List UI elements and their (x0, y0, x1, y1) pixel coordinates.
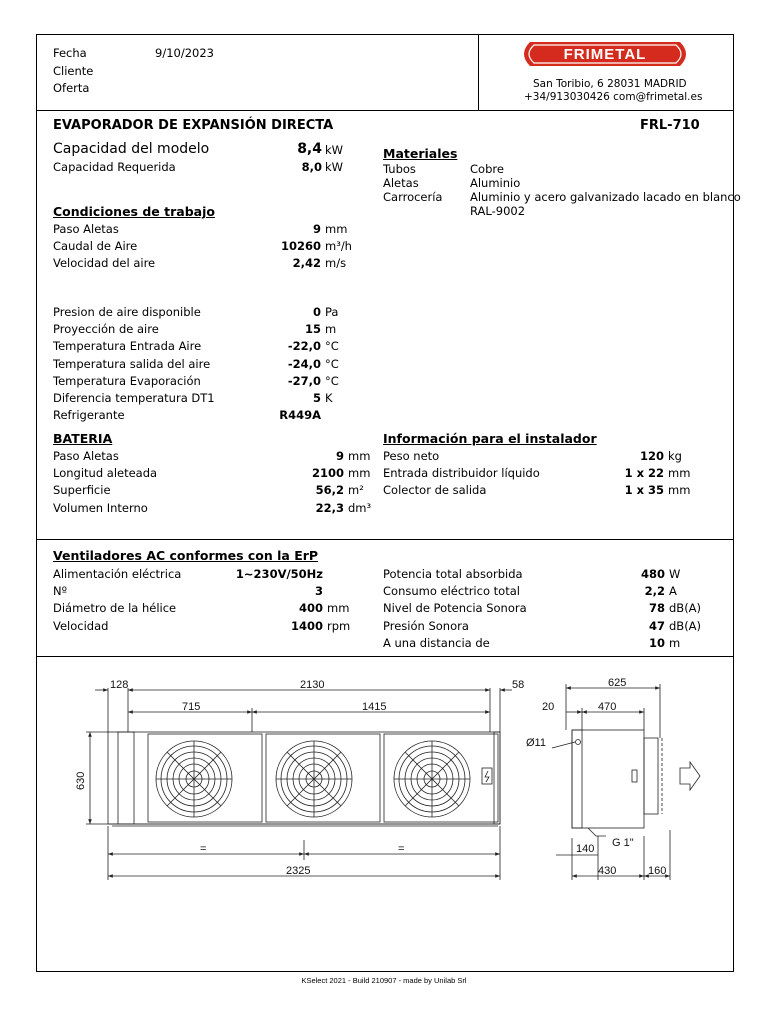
dim-label: G 1" (612, 837, 634, 849)
spec-unit: m (669, 635, 681, 650)
spec-value: 1 x 35 (624, 483, 664, 498)
spec-value: 1~230V/50Hz (235, 567, 323, 581)
technical-drawing (60, 672, 710, 892)
unit-side-body (572, 730, 644, 828)
dim-label: 625 (608, 677, 627, 689)
ventiladores-heading: Ventiladores AC conformes con la ErP (53, 548, 319, 563)
spec-value: 56,2 (315, 483, 344, 498)
spec-label: Nº (53, 584, 68, 599)
spec-unit: °C (325, 373, 339, 388)
spec-value: 1400 (290, 618, 323, 633)
model-code: FRL-710 (640, 118, 700, 133)
capacity-req-label: Capacidad Requerida (53, 160, 176, 174)
dim-label: 1415 (362, 701, 387, 713)
capacity-model-value: 8,4 (297, 141, 322, 157)
contact: +34/913030426 com@frimetal.es (524, 91, 703, 103)
dim-label: 715 (182, 701, 201, 713)
spec-label: Temperatura salida del aire (53, 356, 211, 371)
spec-label: Peso neto (383, 449, 440, 463)
spec-value: 5 (312, 391, 321, 405)
brand-text: FRIMETAL (563, 46, 647, 63)
spec-unit: mm (348, 466, 371, 481)
product-title: EVAPORADOR DE EXPANSIÓN DIRECTA (53, 118, 334, 133)
mat-label: Carrocería (383, 190, 443, 204)
spec-value: -22,0 (287, 339, 321, 354)
fan-icon (276, 741, 352, 817)
spec-unit: dm³ (348, 500, 372, 515)
airflow-arrow-icon (680, 762, 700, 790)
spec-unit: K (325, 391, 333, 405)
spec-unit: m³/h (325, 239, 352, 254)
spec-value: 15 (304, 322, 321, 337)
spec-unit: m² (348, 483, 364, 498)
spec-value: 1 x 22 (624, 466, 664, 481)
capacity-model-label: Capacidad del modelo (53, 141, 210, 157)
dim-label: 2325 (286, 865, 311, 877)
spec-value: 3 (314, 584, 323, 599)
spec-value: 480 (640, 567, 665, 581)
spec-value: -24,0 (287, 356, 321, 371)
frimetal-logo (516, 40, 694, 68)
spec-value: 10 (648, 635, 665, 650)
spec-value: 9 (335, 449, 344, 463)
spec-label: Longitud aleteada (53, 466, 158, 481)
mat-value: Aluminio (470, 176, 521, 190)
dim-label: = (398, 843, 405, 855)
cliente-label: Cliente (53, 64, 94, 78)
fecha-value: 9/10/2023 (155, 46, 214, 60)
spec-value: 2100 (311, 466, 344, 481)
capacity-req-value: 8,0 (301, 160, 322, 174)
address: San Toribio, 6 28031 MADRID (533, 78, 687, 90)
mat-value: Aluminio y acero galvanizado lacado en blanco (470, 190, 741, 204)
spec-unit: mm (668, 466, 691, 481)
spec-value: 400 (298, 601, 323, 616)
spec-unit: mm (348, 449, 371, 463)
spec-unit: mm (668, 483, 691, 498)
capacity-model-unit: kW (325, 143, 344, 157)
spec-label: Paso Aletas (53, 222, 119, 236)
spec-unit: dB(A) (669, 601, 702, 616)
divider-header (36, 110, 734, 111)
spec-value: 2,42 (292, 256, 321, 271)
spec-value: 47 (648, 618, 665, 633)
oferta-label: Oferta (53, 81, 90, 95)
dim-label: = (200, 843, 207, 855)
divider-header-vertical (478, 34, 479, 110)
spec-label: Colector de salida (383, 483, 487, 498)
fan-icon (156, 741, 232, 817)
spec-value: 120 (639, 449, 664, 463)
spec-unit: A (669, 584, 677, 599)
spec-unit: kg (668, 449, 682, 463)
spec-label: Presión Sonora (383, 618, 469, 633)
spec-value: 78 (648, 601, 665, 616)
spec-label: Diferencia temperatura DT1 (53, 391, 215, 405)
mat-label: Tubos (383, 162, 416, 176)
spec-unit: rpm (327, 618, 351, 633)
spec-unit: mm (327, 601, 350, 616)
fan-icon (394, 741, 470, 817)
spec-value: 9 (312, 222, 321, 236)
spec-label: Velocidad (53, 618, 109, 633)
dim-label: 430 (598, 865, 617, 877)
spec-label: Diámetro de la hélice (53, 601, 177, 616)
bateria-heading: BATERIA (53, 431, 113, 446)
electric-box-icon (482, 768, 492, 784)
spec-label: Paso Aletas (53, 449, 119, 463)
spec-unit: Pa (325, 305, 339, 319)
spec-label: Proyección de aire (53, 322, 159, 337)
spec-label: Nivel de Potencia Sonora (383, 601, 527, 616)
spec-value: R449A (279, 408, 321, 423)
spec-value: 0 (312, 305, 321, 319)
spec-label: Consumo eléctrico total (383, 584, 520, 599)
dim-label: 2130 (300, 679, 325, 691)
spec-label: Superficie (53, 483, 111, 498)
spec-value: 10260 (280, 239, 321, 254)
condiciones-heading: Condiciones de trabajo (53, 204, 215, 219)
spec-unit: W (669, 567, 681, 581)
spec-label: A una distancia de (383, 635, 490, 650)
spec-label: Velocidad del aire (53, 256, 156, 271)
mat-extra: RAL-9002 (470, 204, 526, 218)
dim-label: 128 (110, 679, 129, 691)
spec-unit: m (325, 322, 337, 337)
spec-label: Alimentación eléctrica (53, 567, 182, 581)
instalador-heading: Información para el instalador (383, 431, 597, 446)
spec-label: Potencia total absorbida (383, 567, 523, 581)
spec-unit: m/s (325, 256, 347, 271)
dim-label: Ø11 (526, 737, 546, 749)
footer-credit: KSelect 2021 - Build 210907 - made by Unilab Srl (301, 976, 467, 985)
mat-label: Aletas (383, 176, 419, 190)
dim-label: 140 (576, 843, 595, 855)
spec-value: 22,3 (315, 500, 344, 515)
spec-label: Caudal de Aire (53, 239, 138, 254)
spec-value: -27,0 (287, 373, 321, 388)
dim-label: 470 (598, 701, 617, 713)
materiales-heading: Materiales (383, 146, 458, 161)
mat-value: Cobre (470, 162, 504, 176)
spec-label: Temperatura Entrada Aire (53, 339, 202, 354)
divider-fans (36, 539, 734, 540)
dim-label: 58 (512, 679, 525, 691)
spec-value: 2,2 (644, 584, 665, 599)
spec-unit: mm (325, 222, 348, 236)
spec-label: Temperatura Evaporación (53, 373, 201, 388)
spec-label: Entrada distribuidor líquido (383, 466, 540, 481)
spec-label: Volumen Interno (53, 500, 148, 515)
spec-unit: dB(A) (669, 618, 702, 633)
dim-label: 20 (542, 701, 555, 713)
capacity-req-unit: kW (325, 160, 344, 174)
dim-label: 630 (75, 771, 87, 790)
spec-label: Refrigerante (53, 408, 125, 423)
fecha-label: Fecha (53, 46, 87, 60)
spec-label: Presion de aire disponible (53, 305, 201, 319)
spec-unit: °C (325, 339, 339, 354)
dim-label: 160 (648, 865, 667, 877)
spec-unit: °C (325, 356, 339, 371)
divider-drawing (36, 656, 734, 657)
